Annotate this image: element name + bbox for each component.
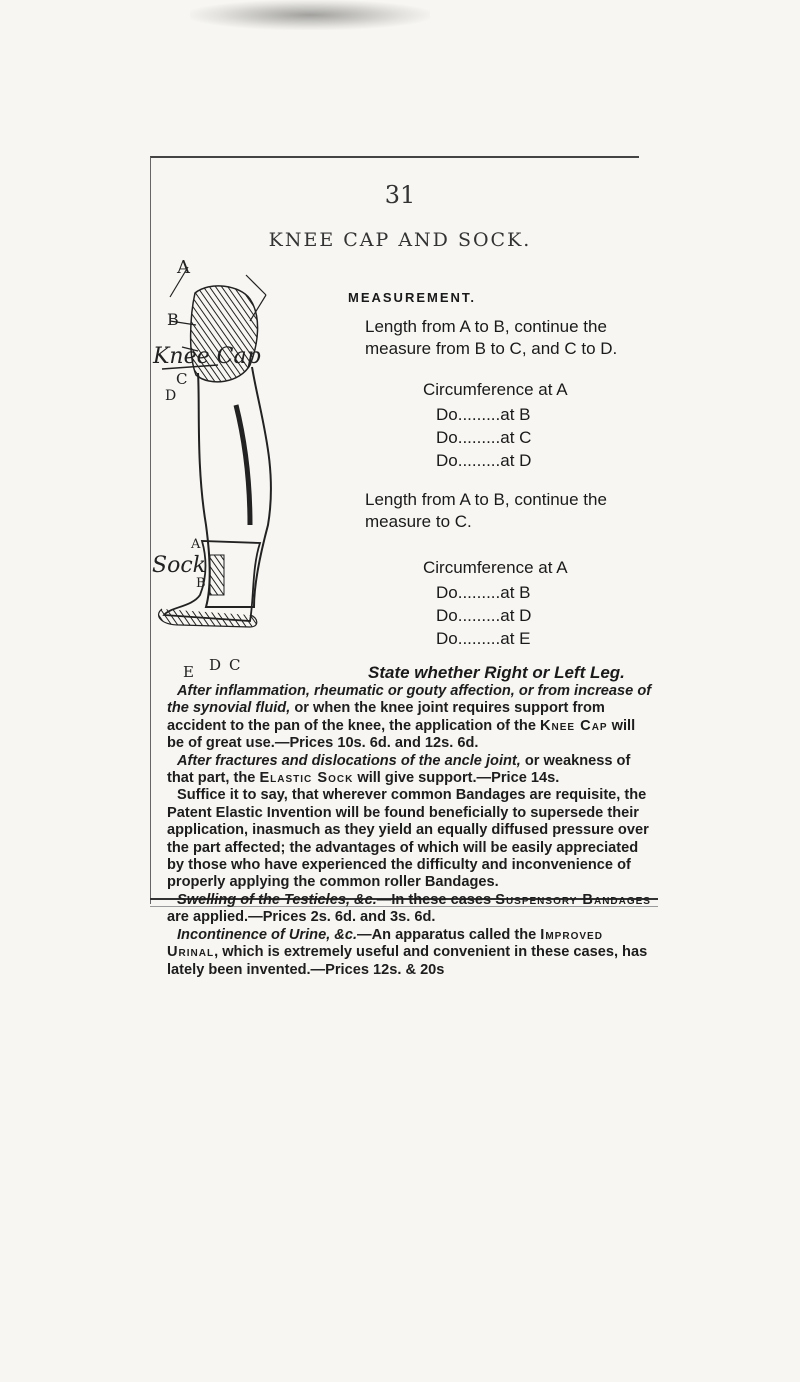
p4-text2: are applied.—Prices 2s. 6d. and 3s. 6d. (167, 909, 436, 926)
label-d-bottom: D (209, 656, 222, 674)
page-number: 31 (384, 181, 416, 209)
leg-shading (236, 405, 250, 525)
paragraph-suspensory (167, 892, 655, 927)
sock-do-e: Do.........at E (436, 629, 531, 648)
sock-length-line2: measure to C. (365, 512, 472, 531)
p5-smallcaps: Improved Urinal (167, 926, 603, 961)
label-sock: Sock (152, 553, 206, 578)
p1-italic: After inflammation, rheumatic or gouty affection, or from increase of the synovial fluid, (167, 683, 652, 717)
p2-italic: After fractures and dislocations of the ancle joint, (177, 752, 521, 769)
label-b-sock: B (196, 576, 206, 591)
p4-text1: —In these cases (376, 891, 496, 908)
sock-length-line1: Length from A to B, continue the (365, 490, 607, 509)
measurement-heading: MEASUREMENT. (348, 290, 477, 305)
knee-cap-sock-illustration (150, 255, 350, 645)
page-title: KNEE CAP AND SOCK. (268, 229, 532, 251)
sock-do-d: Do.........at D (436, 606, 532, 625)
knee-do-b: Do.........at B (436, 405, 531, 424)
p2-text1: or weakness of that part, the (167, 752, 631, 787)
body-text (167, 683, 655, 979)
sock-do-b: Do.........at B (436, 583, 531, 602)
leg-outline (198, 367, 271, 607)
p1-text1: or when the knee joint requires support from accident to the pan of the knee, the application of the (167, 700, 605, 734)
foot-shape (159, 609, 257, 627)
paragraph-elastic-sock (167, 753, 655, 788)
p5-text2: , which is extremely useful and convenient in these cases, has lately been invented.—Prices 12s. & 20s (167, 944, 648, 978)
knee-length-line2: measure from B to C, and C to D. (365, 339, 618, 358)
label-c-bottom: C (229, 656, 241, 674)
knee-length-line1: Length from A to B, continue the (365, 317, 607, 336)
paragraph-knee-cap (167, 683, 655, 753)
p4-smallcaps: Suspensory Bandages (495, 891, 651, 908)
label-d-top: D (165, 388, 177, 404)
p4-italic: Swelling of the Testicles, &c. (177, 891, 377, 908)
leg-side-note: State whether Right or Left Leg. (368, 663, 625, 682)
sock-band (210, 555, 224, 595)
paragraph-bandages (167, 787, 655, 891)
label-knee-cap: Knee Cap (153, 344, 261, 369)
knee-circumference-a: Circumference at A (423, 380, 568, 399)
p1-smallcaps: Knee Cap (540, 717, 608, 734)
p2-smallcaps: Elastic Sock (259, 770, 354, 787)
knee-do-c: Do.........at C (436, 428, 532, 447)
paragraph-urinal (167, 927, 655, 979)
p5-italic: Incontinence of Urine, &c. (177, 926, 358, 943)
scan-smudge (190, 0, 430, 30)
label-b-top: B (167, 310, 179, 329)
p5-text1: —An apparatus called the (357, 926, 541, 943)
label-c-top: C (176, 370, 188, 388)
p3-text: Suffice it to say, that wherever common Bandages are requisite, the Patent Elastic Invention will be found beneficially to supersede their application, inasmuch as they yield an equally diffused pressure over the part affected; the advantages of which will be easily appreciated by those who have experienced the difficulty and inconvenience of properly applying the common roller Bandages. (167, 787, 649, 891)
p1-text2: will be of great use.—Prices 10s. 6d. and 12s. 6d. (167, 717, 636, 752)
label-e-bottom: E (183, 663, 194, 681)
sock-circumference-a: Circumference at A (423, 558, 568, 577)
p2-text2: will give support.—Price 14s. (353, 770, 560, 787)
knee-do-d: Do.........at D (436, 451, 532, 470)
label-a-top: A (177, 257, 190, 278)
label-a-sock: A (191, 537, 201, 552)
